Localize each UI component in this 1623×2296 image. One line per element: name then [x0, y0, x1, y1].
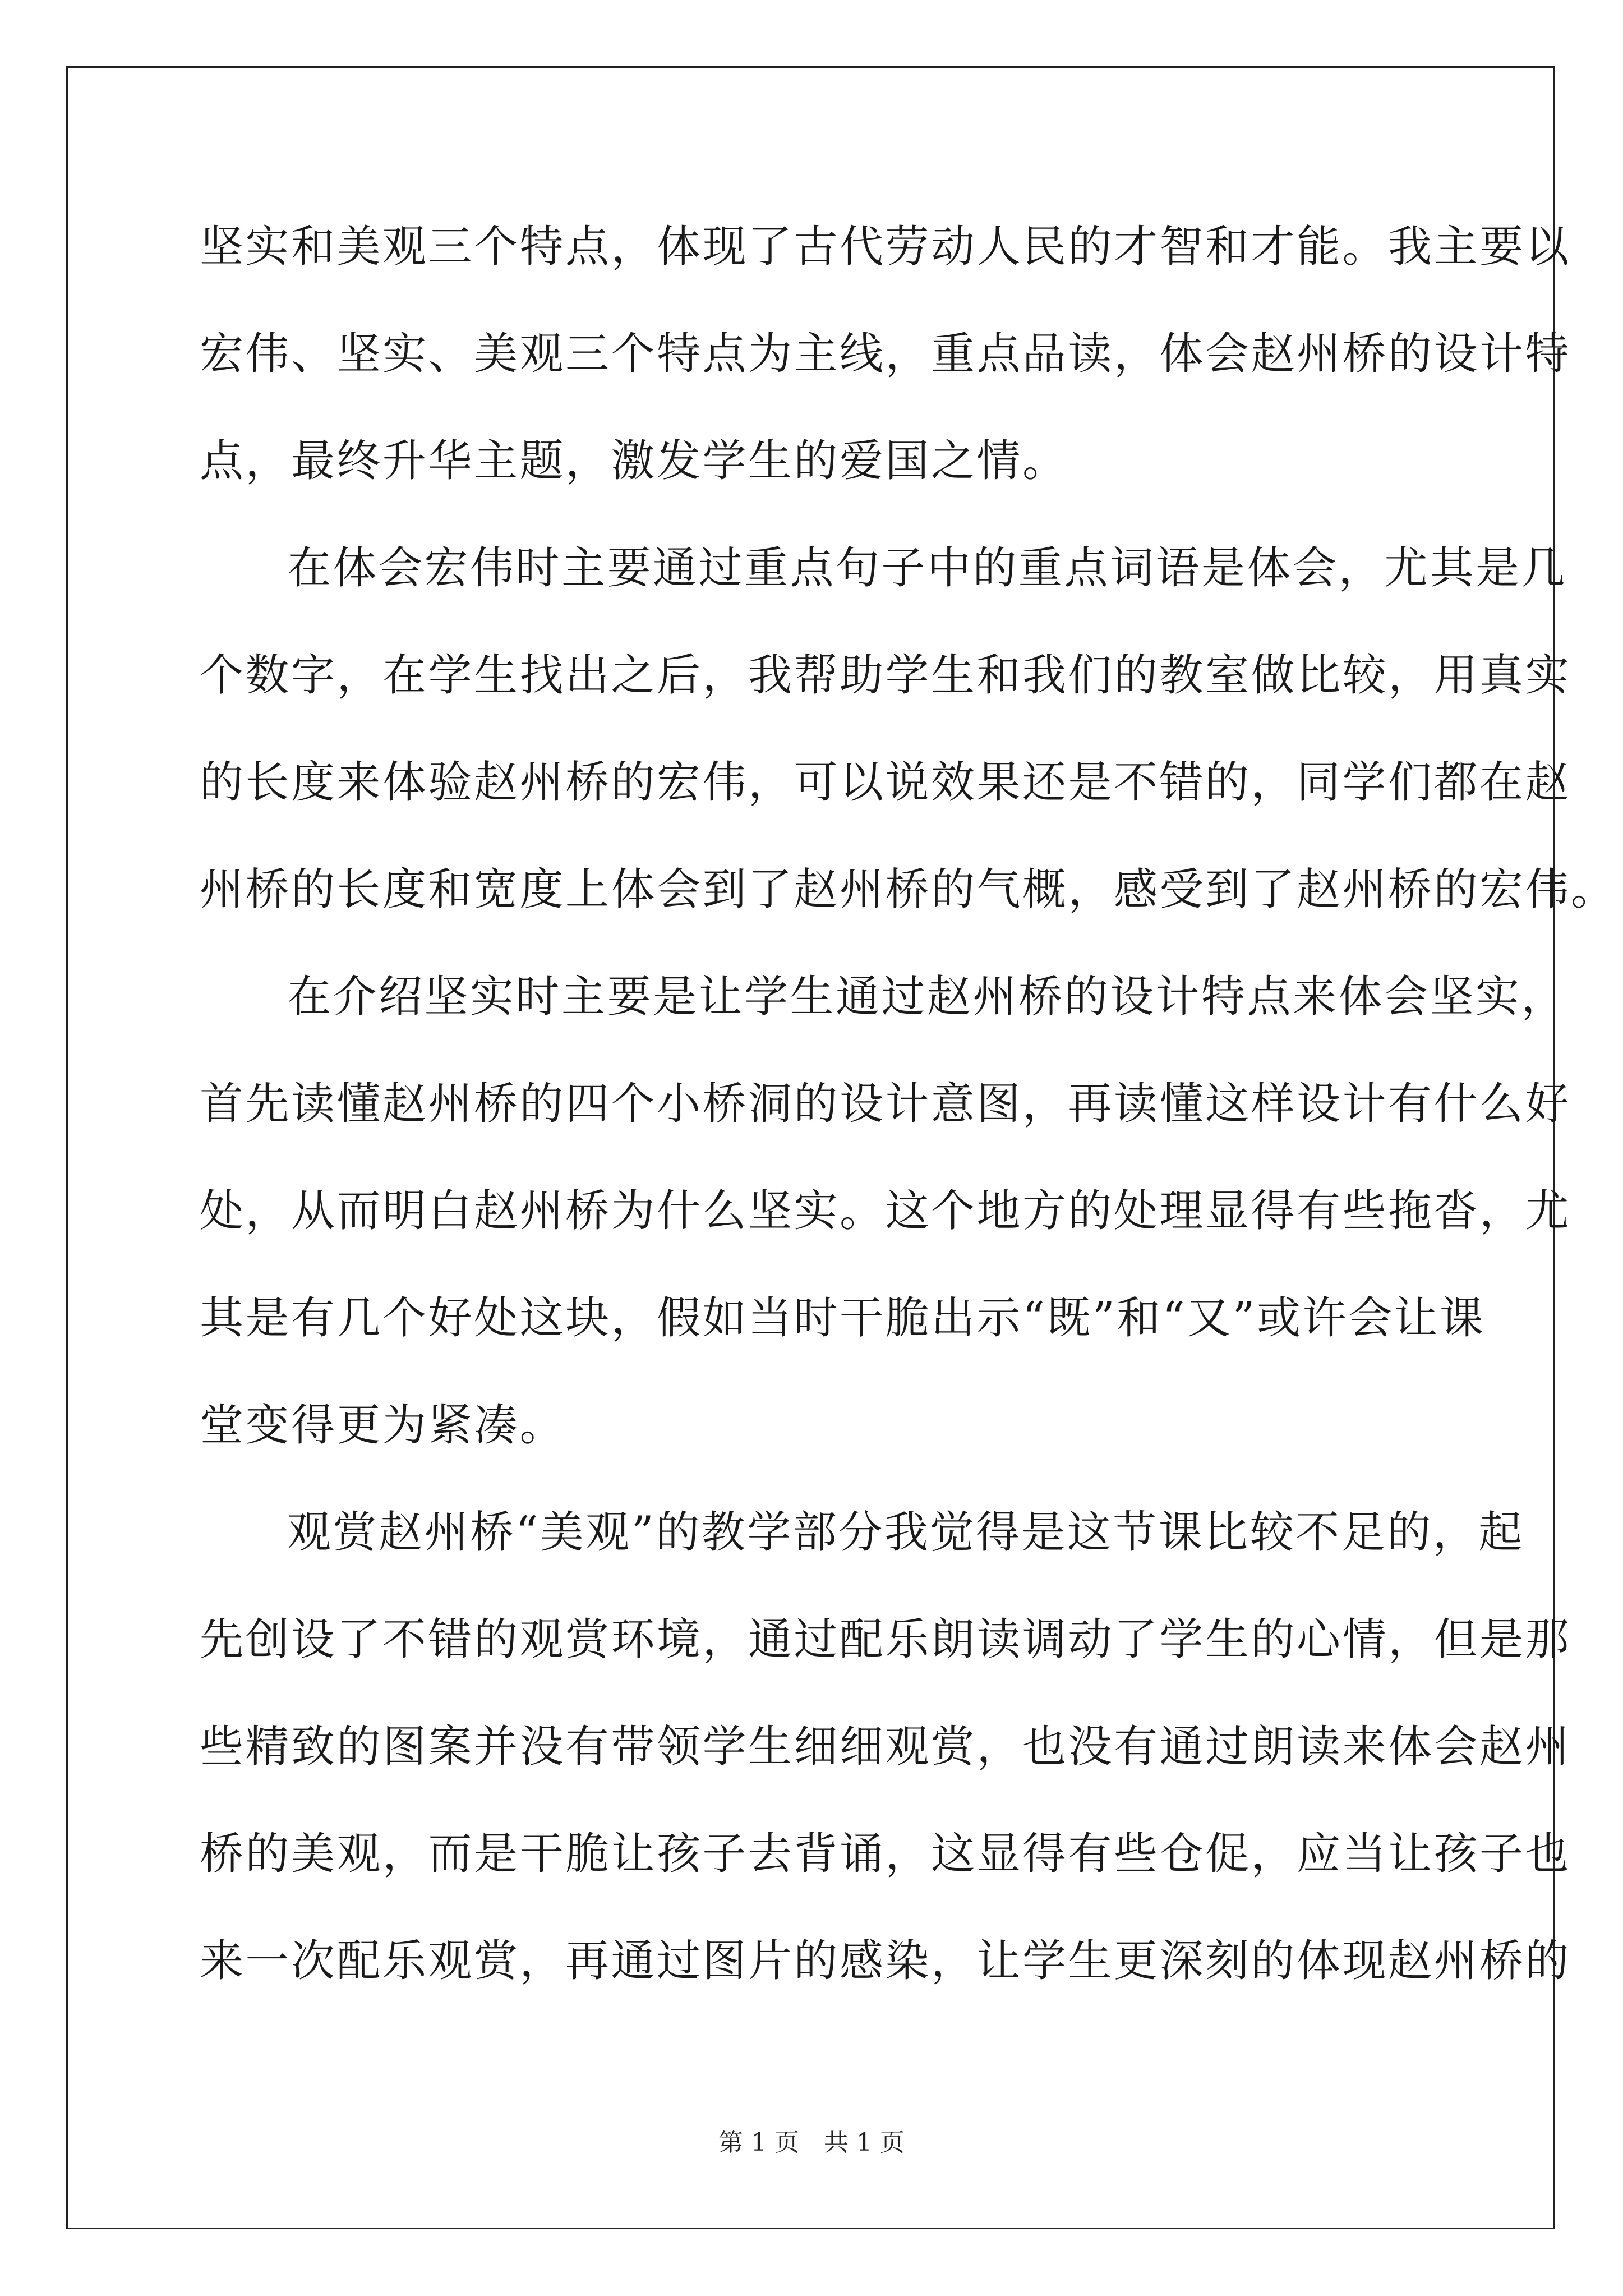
text-line: 在体会宏伟时主要通过重点句子中的重点词语是体会，尤其是几	[287, 543, 1567, 593]
text-line: 观赏赵州桥“美观”的教学部分我觉得是这节课比较不足的，起	[287, 1507, 1524, 1558]
text-line: 首先读懂赵州桥的四个小桥洞的设计意图，再读懂这样设计有什么好	[200, 1079, 1571, 1129]
text-line: 处，从而明白赵州桥为什么坚实。这个地方的处理显得有些拖沓，尤	[200, 1186, 1571, 1236]
text-line: 些精致的图案并没有带领学生细细观赏，也没有通过朗读来体会赵州	[200, 1722, 1571, 1772]
text-line: 在介绍坚实时主要是让学生通过赵州桥的设计特点来体会坚实，	[287, 972, 1567, 1022]
text-line: 个数字，在学生找出之后，我帮助学生和我们的教室做比较，用真实	[200, 650, 1571, 701]
text-line: 的长度来体验赵州桥的宏伟，可以说效果还是不错的，同学们都在赵	[200, 757, 1571, 808]
text-line: 州桥的长度和宽度上体会到了赵州桥的气概，感受到了赵州桥的宏伟。	[200, 864, 1617, 915]
text-line: 桥的美观，而是干脆让孩子去背诵，这显得有些仓促，应当让孩子也	[200, 1829, 1571, 1879]
text-line: 堂变得更为紧凑。	[200, 1400, 566, 1451]
page-number-footer: 第 1 页 共 1 页	[718, 2128, 905, 2157]
text-line: 宏伟、坚实、美观三个特点为主线，重点品读，体会赵州桥的设计特	[200, 329, 1571, 379]
document-body	[200, 194, 1617, 2015]
text-line: 先创设了不错的观赏环境，通过配乐朗读调动了学生的心情，但是那	[200, 1614, 1571, 1665]
text-line: 坚实和美观三个特点，体现了古代劳动人民的才智和才能。我主要以	[200, 222, 1571, 272]
text-line: 点，最终升华主题，激发学生的爱国之情。	[200, 436, 1068, 486]
text-line: 其是有几个好处这块，假如当时干脆出示“既”和“又”或许会让课	[200, 1293, 1486, 1343]
text-line: 来一次配乐观赏，再通过图片的感染，让学生更深刻的体现赵州桥的	[200, 1936, 1571, 1986]
